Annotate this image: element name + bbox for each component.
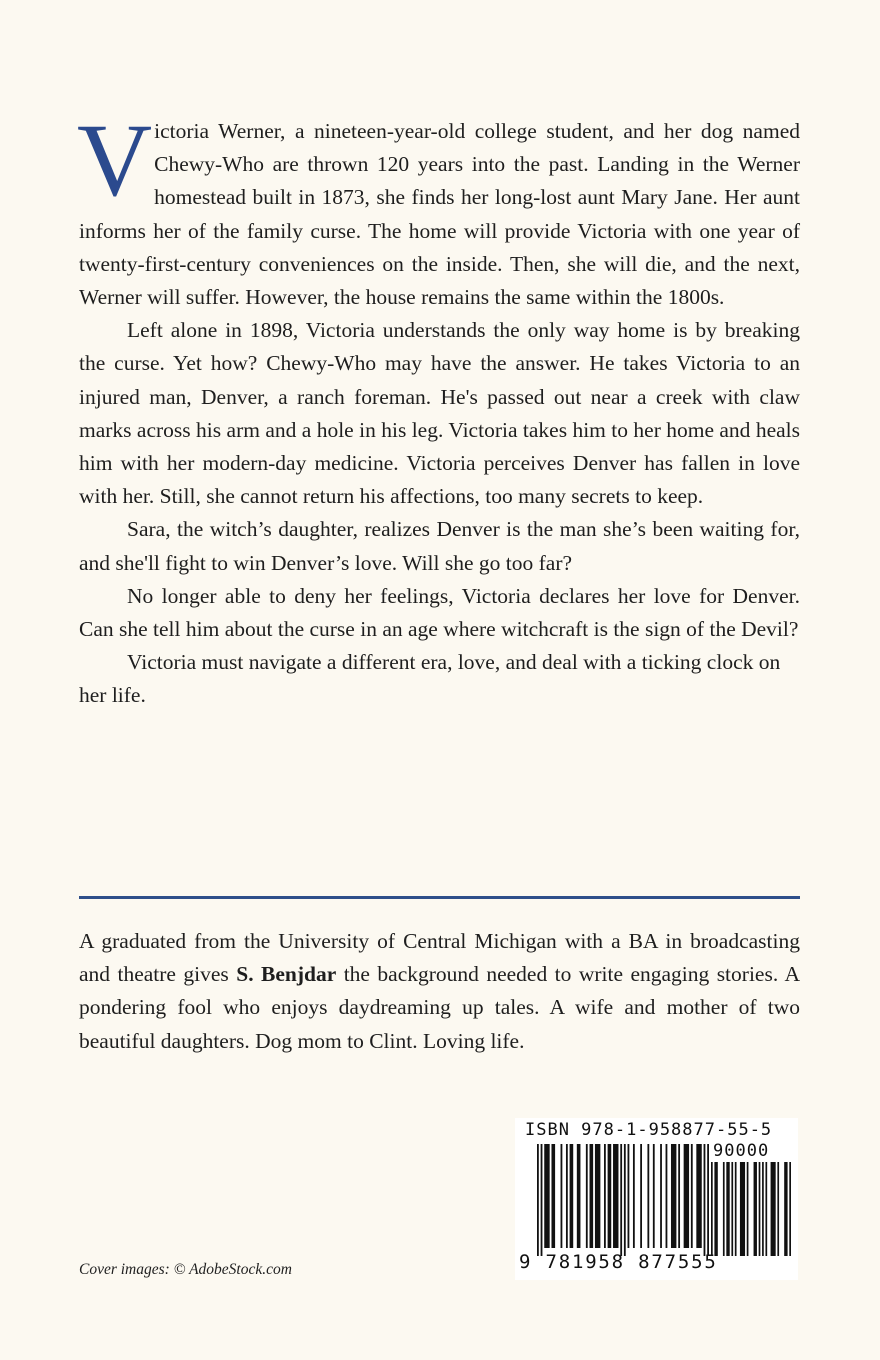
author-name: S. Benjdar <box>236 962 337 987</box>
addon-bar <box>711 1162 713 1256</box>
paragraph-1-text: ictoria Werner, a nineteen-year-old college student, and her dog named Chewy-Who are thrown 120 years into the past. Landing in the Werner homestead built in 1873, she finds her long-lost aunt Mary Jane. Her aunt informs her of the family curse. The home will provide Victoria with one year of twenty-first-century conveniences on the inside. Then, she will die, and the next, Werner will suffer. However, the house remains the same within the 1800s. <box>79 119 800 310</box>
ean13-bar <box>590 1144 594 1248</box>
isbn-label: ISBN 978-1-958877-55-5 <box>525 1120 773 1140</box>
addon-bars <box>711 1162 791 1256</box>
ean13-bar <box>604 1144 606 1248</box>
price-code: 90000 <box>713 1141 770 1161</box>
ean13-bar <box>640 1144 642 1248</box>
description-paragraph-3: Sara, the witch’s daughter, realizes Denver is the man she’s been waiting for, and she'll fight to win Denver’s love. Will she go too far? <box>79 517 800 575</box>
addon-bar <box>747 1162 749 1256</box>
ean13-bar <box>561 1144 563 1248</box>
ean13-bar <box>660 1144 662 1248</box>
ean13-bar <box>678 1144 680 1248</box>
ean13-bar <box>666 1144 668 1248</box>
ean13-bar <box>628 1144 630 1248</box>
description-paragraph-4: No longer able to deny her feelings, Victoria declares her love for Denver. Can she tell him about the curse in an age where witchcraft is the sign of the Devil? <box>79 583 800 642</box>
addon-bar <box>762 1162 764 1256</box>
addon-bar <box>784 1162 787 1256</box>
ean13-bar <box>671 1144 676 1248</box>
ean13-bar <box>566 1144 568 1248</box>
addon-bar <box>759 1162 761 1256</box>
ean13-bar <box>544 1144 549 1248</box>
ean13-bar <box>624 1144 626 1256</box>
bio-text-end: the background needed to write engaging stories. A pondering fool who enjoys daydreaming up tales. A wife and mother of two beautiful daughters. Dog mom to Clint. Loving life. <box>79 962 800 1053</box>
ean13-bar <box>704 1144 706 1256</box>
cover-image-credit: Cover images: © AdobeStock.com <box>79 1261 292 1278</box>
addon-bar <box>726 1162 729 1256</box>
ean13-bar <box>586 1144 588 1248</box>
addon-bar <box>714 1162 717 1256</box>
description-paragraph-5: Victoria must navigate a different era, love, and deal with a ticking clock on her life. <box>79 650 781 708</box>
addon-bar <box>731 1162 733 1256</box>
addon-bar <box>771 1162 776 1256</box>
addon-bar <box>754 1162 757 1256</box>
description-paragraph-1 <box>77 103 800 314</box>
addon-bar <box>789 1162 791 1256</box>
ean13-bar <box>551 1144 555 1248</box>
addon-bar <box>740 1162 745 1256</box>
ean13-bar <box>684 1144 689 1248</box>
ean13-bar <box>595 1144 600 1248</box>
ean13-bar <box>707 1144 709 1256</box>
ean13-bar <box>570 1144 574 1248</box>
addon-bar <box>723 1162 725 1256</box>
author-bio <box>79 925 800 1058</box>
ean13-bar <box>696 1144 701 1248</box>
ean13-bar <box>633 1144 635 1248</box>
ean-digits: 9 781958 877555 <box>519 1251 718 1273</box>
section-divider <box>79 896 800 899</box>
isbn-barcode <box>515 1118 798 1280</box>
drop-cap: V <box>77 103 153 218</box>
ean13-bar <box>691 1144 693 1248</box>
ean13-bar <box>608 1144 612 1248</box>
ean13-bars <box>537 1144 709 1256</box>
addon-bar <box>777 1162 779 1256</box>
ean13-bar <box>620 1144 622 1256</box>
ean13-bar <box>647 1144 649 1248</box>
addon-bar <box>735 1162 737 1256</box>
ean13-bar <box>577 1144 581 1248</box>
ean13-bar <box>613 1144 618 1248</box>
addon-bar <box>765 1162 767 1256</box>
ean13-bar <box>537 1144 539 1256</box>
bio-text-start: A graduated from the University of Central Michigan with a BA in broadcasting and theatre gives <box>79 929 800 987</box>
ean13-bar <box>541 1144 543 1256</box>
ean13-bar <box>653 1144 655 1248</box>
description-paragraph-2: Left alone in 1898, Victoria understands the only way home is by breaking the curse. Yet how? Chewy-Who may have the answer. He takes Victoria to an injured man, Denver, a ranch foreman. He's passed out near a creek with claw marks across his arm and a hole in his leg. Victoria takes him to her home and heals him with her modern-day medicine. Victoria perceives Denver has fallen in love with her. Still, she cannot return his affections, too many secrets to keep. <box>79 318 800 509</box>
book-description <box>77 103 800 713</box>
